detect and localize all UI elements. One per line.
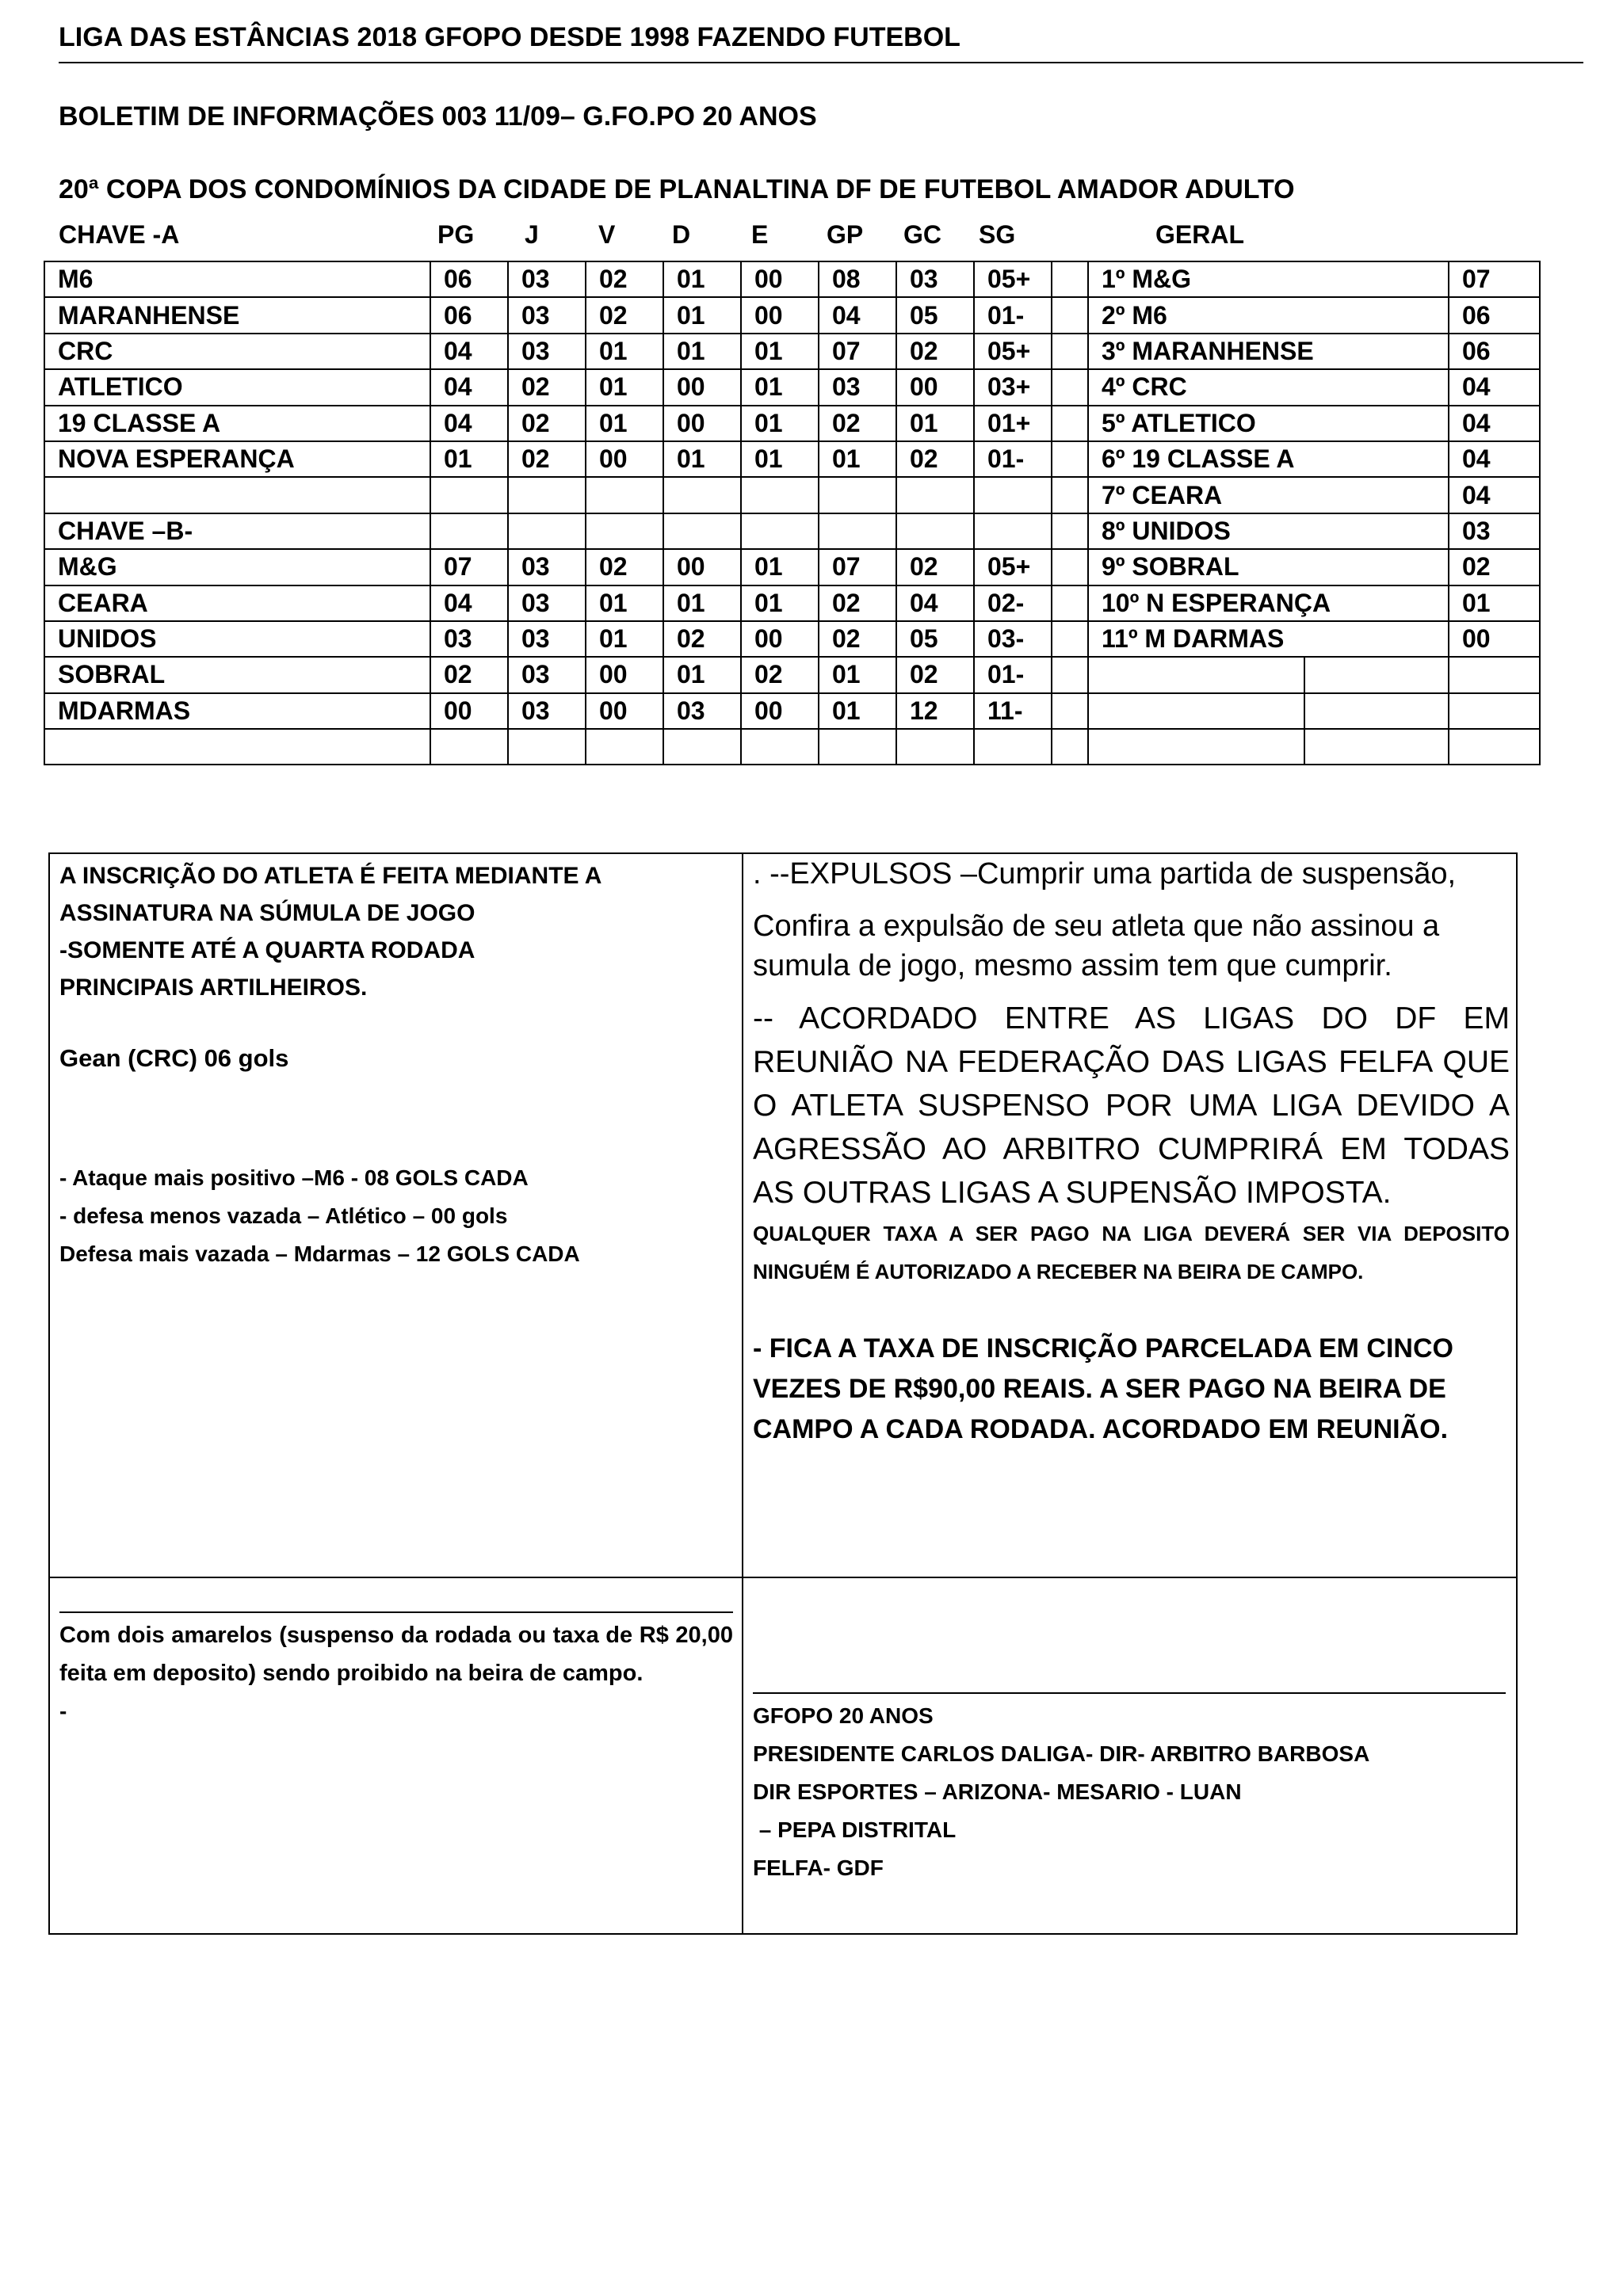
spacer-cell	[1052, 441, 1088, 477]
stat-cell-pg: 04	[430, 369, 508, 405]
table-row	[44, 334, 1540, 369]
stat-cell-sg: 02-	[974, 585, 1052, 621]
table-row	[44, 441, 1540, 477]
info-box-divider-vertical	[742, 854, 743, 1933]
stat-cell-gc	[896, 729, 974, 765]
title-underline	[59, 62, 1583, 63]
stat-cell-v	[586, 513, 663, 549]
stat-cell-d: 01	[663, 261, 741, 297]
stat-cell-j: 03	[508, 657, 586, 692]
empty-cell	[1304, 693, 1449, 729]
group-a-header: CHAVE -A	[59, 220, 180, 249]
stat-cell-pg	[430, 729, 508, 765]
top-scorer: Gean (CRC) 06 gols	[59, 1044, 289, 1072]
team-name-cell: UNIDOS	[44, 621, 430, 657]
stat-cell-pg	[430, 477, 508, 513]
stat-cell-d	[663, 513, 741, 549]
general-points-cell: 00	[1449, 621, 1540, 657]
stat-cell-e: 00	[741, 621, 819, 657]
stat-cell-gp: 02	[819, 406, 896, 441]
col-header-d: D	[672, 220, 691, 249]
stat-cell-v: 00	[586, 693, 663, 729]
general-points-cell: 01	[1449, 585, 1540, 621]
general-points-cell: 02	[1449, 549, 1540, 585]
stat-cell-v	[586, 729, 663, 765]
stat-cell-j: 03	[508, 621, 586, 657]
staff-line: DIR ESPORTES – ARIZONA- MESARIO - LUAN	[753, 1779, 1242, 1804]
general-points-cell: 04	[1449, 369, 1540, 405]
general-rank-cell: 4º CRC	[1088, 369, 1449, 405]
general-points-cell: 04	[1449, 406, 1540, 441]
stat-cell-gc: 03	[896, 261, 974, 297]
col-header-v: V	[598, 220, 616, 249]
team-name-cell	[44, 729, 430, 765]
stat-cell-gc: 05	[896, 297, 974, 333]
col-header-sg: SG	[979, 220, 1016, 249]
separator-line	[59, 1611, 733, 1613]
stat-cell-j: 03	[508, 549, 586, 585]
stat-cell-v: 00	[586, 441, 663, 477]
team-name-cell: CHAVE –B-	[44, 513, 430, 549]
staff-line: – PEPA DISTRITAL	[753, 1817, 957, 1842]
table-row	[44, 406, 1540, 441]
general-points-cell: 06	[1449, 297, 1540, 333]
general-rank-cell	[1088, 729, 1304, 765]
best-defense: - defesa menos vazada – Atlético – 00 gols	[59, 1203, 508, 1228]
table-row	[44, 261, 1540, 297]
col-header-gc: GC	[903, 220, 941, 249]
stat-cell-gc: 01	[896, 406, 974, 441]
stat-cell-gp	[819, 477, 896, 513]
stat-cell-j: 03	[508, 334, 586, 369]
spacer-cell	[1052, 729, 1088, 765]
stat-cell-v: 01	[586, 369, 663, 405]
stat-cell-v	[586, 477, 663, 513]
stat-cell-gc: 12	[896, 693, 974, 729]
general-points-cell: 04	[1449, 477, 1540, 513]
fee-deposit-note: QUALQUER TAXA A SER PAGO NA LIGA DEVERÁ SER VIA DEPOSITO NINGUÉM É AUTORIZADO A RECEBER NA BEIRA DE CAMPO.	[753, 1222, 1510, 1283]
stat-cell-j: 02	[508, 369, 586, 405]
team-name-cell: ATLETICO	[44, 369, 430, 405]
bulletin-line: BOLETIM DE INFORMAÇÕES 003 11/09– G.FO.PO 20 ANOS	[59, 101, 817, 132]
general-points-cell: 03	[1449, 513, 1540, 549]
stat-cell-sg: 01+	[974, 406, 1052, 441]
stat-cell-gp: 01	[819, 441, 896, 477]
stat-cell-gp	[819, 729, 896, 765]
stat-cell-sg: 05+	[974, 549, 1052, 585]
bullet-dash: -	[59, 1699, 67, 1723]
stat-cell-d: 01	[663, 657, 741, 692]
general-points-cell: 06	[1449, 334, 1540, 369]
stat-cell-sg: 05+	[974, 334, 1052, 369]
stat-cell-gp: 02	[819, 585, 896, 621]
stat-cell-pg: 04	[430, 406, 508, 441]
general-rank-cell: 5º ATLETICO	[1088, 406, 1449, 441]
stat-cell-v: 01	[586, 585, 663, 621]
general-rank-cell	[1088, 657, 1304, 692]
stat-cell-e: 02	[741, 657, 819, 692]
stat-cell-v: 01	[586, 334, 663, 369]
stat-cell-j: 03	[508, 585, 586, 621]
table-row	[44, 369, 1540, 405]
stat-cell-e	[741, 729, 819, 765]
stat-cell-sg: 01-	[974, 657, 1052, 692]
general-rank-cell: 7º CEARA	[1088, 477, 1449, 513]
staff-line: GFOPO 20 ANOS	[753, 1703, 934, 1728]
stat-cell-e	[741, 477, 819, 513]
stat-cell-e: 00	[741, 693, 819, 729]
stat-cell-d: 00	[663, 549, 741, 585]
general-rank-cell: 10º N ESPERANÇA	[1088, 585, 1449, 621]
stat-cell-gc: 02	[896, 334, 974, 369]
stat-cell-pg: 04	[430, 585, 508, 621]
stat-cell-d	[663, 729, 741, 765]
stat-cell-pg: 04	[430, 334, 508, 369]
stat-cell-gc: 00	[896, 369, 974, 405]
stat-cell-gp: 07	[819, 334, 896, 369]
stat-cell-e: 01	[741, 441, 819, 477]
team-name-cell: CRC	[44, 334, 430, 369]
stat-cell-gp: 04	[819, 297, 896, 333]
stat-cell-sg	[974, 513, 1052, 549]
stat-cell-d: 03	[663, 693, 741, 729]
stat-cell-gc: 04	[896, 585, 974, 621]
stat-cell-e: 01	[741, 369, 819, 405]
stat-cell-j: 03	[508, 261, 586, 297]
team-name-cell: SOBRAL	[44, 657, 430, 692]
stat-cell-j: 02	[508, 441, 586, 477]
general-points-cell	[1449, 693, 1540, 729]
stat-cell-j	[508, 477, 586, 513]
general-points-cell: 04	[1449, 441, 1540, 477]
col-header-gp: GP	[827, 220, 864, 249]
table-row	[44, 513, 1540, 549]
spacer-cell	[1052, 693, 1088, 729]
stat-cell-pg: 00	[430, 693, 508, 729]
stat-cell-j	[508, 729, 586, 765]
spacer-cell	[1052, 549, 1088, 585]
stat-cell-gc: 05	[896, 621, 974, 657]
cup-title: 20ª COPA DOS CONDOMÍNIOS DA CIDADE DE PLANALTINA DF DE FUTEBOL AMADOR ADULTO	[59, 174, 1295, 204]
general-rank-cell: 9º SOBRAL	[1088, 549, 1449, 585]
signature-line	[753, 1692, 1506, 1694]
stat-cell-d: 00	[663, 406, 741, 441]
team-name-cell	[44, 477, 430, 513]
stat-cell-e: 01	[741, 585, 819, 621]
general-points-cell	[1449, 729, 1540, 765]
general-points-cell: 07	[1449, 261, 1540, 297]
stat-cell-pg: 01	[430, 441, 508, 477]
table-row	[44, 549, 1540, 585]
stat-cell-v: 01	[586, 621, 663, 657]
document-title: LIGA DAS ESTÂNCIAS 2018 GFOPO DESDE 1998 FAZENDO FUTEBOL	[59, 22, 960, 52]
table-row	[44, 297, 1540, 333]
general-points-cell	[1449, 657, 1540, 692]
stat-cell-gc	[896, 513, 974, 549]
table-row	[44, 621, 1540, 657]
registration-and-scorers	[59, 857, 733, 1273]
staff-line: FELFA- GDF	[753, 1855, 884, 1880]
stat-cell-gc	[896, 477, 974, 513]
spacer-cell	[1052, 369, 1088, 405]
standings-table	[44, 261, 1541, 765]
stat-cell-e: 00	[741, 261, 819, 297]
col-header-pg: PG	[437, 220, 475, 249]
stat-cell-gc: 02	[896, 549, 974, 585]
spacer-cell	[1052, 334, 1088, 369]
stat-cell-sg: 03-	[974, 621, 1052, 657]
stat-cell-v: 01	[586, 406, 663, 441]
stat-cell-d: 02	[663, 621, 741, 657]
stat-cell-e: 01	[741, 334, 819, 369]
registration-fee-note: - FICA A TAXA DE INSCRIÇÃO PARCELADA EM CINCO VEZES DE R$90,00 REAIS. A SER PAGO NA BEIRA DE CAMPO A CADA RODADA. ACORDADO EM REUNIÃO.	[753, 1333, 1453, 1444]
spacer-cell	[1052, 585, 1088, 621]
rules-notes	[753, 854, 1510, 1450]
expulsion-note: . --EXPULSOS –Cumprir uma partida de suspensão,	[753, 857, 1457, 891]
staff-line: PRESIDENTE CARLOS DALIGA- DIR- ARBITRO BARBOSA	[753, 1741, 1370, 1766]
table-row	[44, 693, 1540, 729]
table-row	[44, 657, 1540, 692]
stat-cell-sg	[974, 729, 1052, 765]
general-rank-cell: 11º M DARMAS	[1088, 621, 1449, 657]
stat-cell-pg: 06	[430, 297, 508, 333]
check-expulsion-note: Confira a expulsão de seu atleta que não assinou a sumula de jogo, mesmo assim tem que cumprir.	[753, 910, 1440, 982]
registration-line: ASSINATURA NA SÚMULA DE JOGO	[59, 900, 475, 926]
team-name-cell: NOVA ESPERANÇA	[44, 441, 430, 477]
stat-cell-e: 01	[741, 406, 819, 441]
team-name-cell: M6	[44, 261, 430, 297]
team-name-cell: MARANHENSE	[44, 297, 430, 333]
stat-cell-e	[741, 513, 819, 549]
stat-cell-j: 03	[508, 297, 586, 333]
spacer-cell	[1052, 657, 1088, 692]
worst-defense: Defesa mais vazada – Mdarmas – 12 GOLS CADA	[59, 1241, 580, 1266]
team-name-cell: CEARA	[44, 585, 430, 621]
table-row	[44, 585, 1540, 621]
table-row	[44, 729, 1540, 765]
stat-cell-sg: 01-	[974, 297, 1052, 333]
stat-cell-v: 02	[586, 549, 663, 585]
stat-cell-gp: 01	[819, 693, 896, 729]
yellow-cards-note	[59, 1577, 733, 1730]
registration-line: A INSCRIÇÃO DO ATLETA É FEITA MEDIANTE A	[59, 863, 602, 889]
spacer-cell	[1052, 261, 1088, 297]
info-box	[48, 852, 1518, 1935]
stat-cell-gp: 07	[819, 549, 896, 585]
stat-cell-j: 03	[508, 693, 586, 729]
col-header-j: J	[525, 220, 539, 249]
stat-cell-gp: 08	[819, 261, 896, 297]
stat-cell-pg: 03	[430, 621, 508, 657]
stat-cell-gp	[819, 513, 896, 549]
stat-cell-d: 01	[663, 297, 741, 333]
stat-cell-sg	[974, 477, 1052, 513]
col-header-e: E	[751, 220, 769, 249]
stat-cell-d: 01	[663, 334, 741, 369]
stat-cell-v: 00	[586, 657, 663, 692]
stat-cell-pg: 07	[430, 549, 508, 585]
stat-cell-gp: 03	[819, 369, 896, 405]
league-agreement-note: -- ACORDADO ENTRE AS LIGAS DO DF EM REUNIÃO NA FEDERAÇÃO DAS LIGAS FELFA QUE O ATLETA SUSPENSO POR UMA LIGA DEVIDO A AGRESSÃO AO ARBITRO CUMPRIRÁ EM TODAS AS OUTRAS LIGAS A SUPENSÃO IMPOSTA.	[753, 1001, 1510, 1210]
empty-cell	[1304, 729, 1449, 765]
stat-cell-j: 02	[508, 406, 586, 441]
stat-cell-gp: 01	[819, 657, 896, 692]
stat-cell-gc: 02	[896, 657, 974, 692]
col-header-general: GERAL	[1155, 220, 1244, 249]
spacer-cell	[1052, 513, 1088, 549]
general-rank-cell: 6º 19 CLASSE A	[1088, 441, 1449, 477]
spacer-cell	[1052, 406, 1088, 441]
stat-cell-e: 00	[741, 297, 819, 333]
stat-cell-sg: 03+	[974, 369, 1052, 405]
stat-cell-gc: 02	[896, 441, 974, 477]
team-name-cell: MDARMAS	[44, 693, 430, 729]
registration-line: -SOMENTE ATÉ A QUARTA RODADA	[59, 937, 475, 963]
stat-cell-v: 02	[586, 297, 663, 333]
staff-signature	[753, 1577, 1510, 1887]
two-yellows-rule: Com dois amarelos (suspenso da rodada ou taxa de R$ 20,00 feita em deposito) sendo proibido na beira de campo.	[59, 1623, 733, 1686]
stat-cell-sg: 11-	[974, 693, 1052, 729]
stat-cell-pg	[430, 513, 508, 549]
empty-cell	[1304, 657, 1449, 692]
general-rank-cell: 2º M6	[1088, 297, 1449, 333]
top-scorers-heading: PRINCIPAIS ARTILHEIROS.	[59, 974, 368, 1001]
stat-cell-e: 01	[741, 549, 819, 585]
stat-cell-sg: 01-	[974, 441, 1052, 477]
team-name-cell: 19 CLASSE A	[44, 406, 430, 441]
stat-cell-v: 02	[586, 261, 663, 297]
stat-cell-d	[663, 477, 741, 513]
spacer-cell	[1052, 621, 1088, 657]
spacer-cell	[1052, 297, 1088, 333]
table-row	[44, 477, 1540, 513]
general-rank-cell: 8º UNIDOS	[1088, 513, 1449, 549]
team-name-cell: M&G	[44, 549, 430, 585]
stat-cell-j	[508, 513, 586, 549]
best-attack: - Ataque mais positivo –M6 - 08 GOLS CADA	[59, 1165, 529, 1190]
stat-cell-pg: 06	[430, 261, 508, 297]
stat-cell-d: 01	[663, 441, 741, 477]
stat-cell-pg: 02	[430, 657, 508, 692]
general-rank-cell: 1º M&G	[1088, 261, 1449, 297]
stat-cell-sg: 05+	[974, 261, 1052, 297]
general-rank-cell	[1088, 693, 1304, 729]
general-rank-cell: 3º MARANHENSE	[1088, 334, 1449, 369]
stat-cell-d: 01	[663, 585, 741, 621]
spacer-cell	[1052, 477, 1088, 513]
stat-cell-gp: 02	[819, 621, 896, 657]
stat-cell-d: 00	[663, 369, 741, 405]
